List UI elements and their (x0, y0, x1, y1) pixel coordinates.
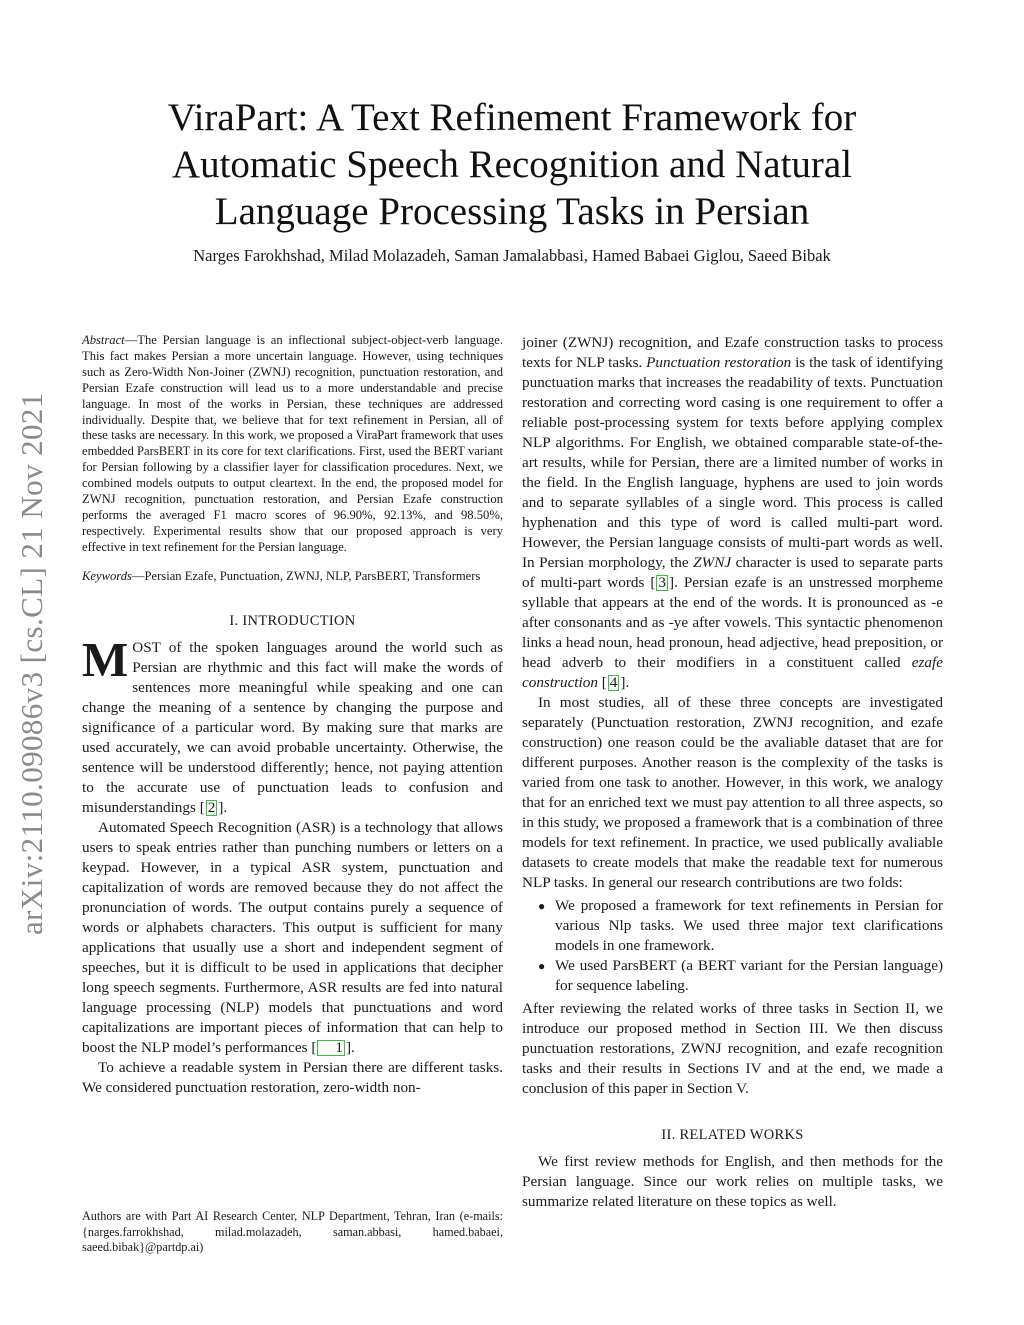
keywords-label: Keywords (82, 568, 132, 583)
contribution-list (522, 896, 943, 996)
right-paragraph-2: In most studies, all of these three concepts are investigated separately (Punctuation restoration, ZWNJ recognition, and ezafe construction) one reason could be the avaliable dataset that are for different purposes. Another reason is the complexity of the tasks is varied from one task to another. However, in this work, we analogy that for an enriched text we must pay attention to all three aspects, so in this study, we proposed a framework that is a combination of three models for text refinement. In practice, we used publically avaliable datasets to create models that make the readable text for numerous NLP tasks. In general our research contributions are two folds: (522, 694, 943, 891)
right-column (522, 333, 943, 1212)
intro-paragraph-3: To achieve a readable system in Persian there are different tasks. We considered punctuation restoration, zero-width non- (82, 1058, 503, 1096)
author-footnote: Authors are with Part AI Research Center, NLP Department, Tehran, Iran (e-mails:{narges.farrokhshad, milad.molazadeh, saman.abbasi, hamed.babaei, saeed.bibak}@partdp.ai) (82, 1209, 503, 1254)
abstract-label: Abstract (82, 333, 125, 347)
drop-cap: M (82, 631, 129, 687)
keywords (82, 569, 503, 585)
left-column (82, 333, 503, 1098)
intro-paragraph-2: Automated Speech Recognition (ASR) is a technology that allows users to speak entries rather than punching numbers or letters on a keypad. However, in a typical ASR system, punctuation and capitalization of words are removed because they do not affect the pronunciation of words. The output contains purely a sequence of words or alphabets characters. This output is sufficient for many applications that usually use a short and independent segment of speeches, but it is difficult to be used in applications that decipher long speech segments. Furthermore, ASR results are fed into natural language processing (NLP) models that punctuations and word capitalizations are important pieces of information that can help to boost the NLP model’s performances [ 1 ]. (82, 818, 503, 1056)
citation-link[interactable]: 2 (207, 798, 216, 816)
list-item: ● We used ParsBERT (a BERT variant for the Persian language) for sequence labeling. (538, 957, 943, 994)
right-paragraph-4: We first review methods for English, and then methods for the Persian language. Since our work relies on multiple tasks, we summarize related literature on these topics as well. (522, 1153, 943, 1210)
citation-link[interactable]: 3 (658, 574, 667, 591)
section-heading-introduction: I. INTRODUCTION (229, 612, 356, 629)
bullet-icon: ● (538, 959, 546, 973)
keywords-text: —Persian Ezafe, Punctuation, ZWNJ, NLP, ParsBERT, Transformers (131, 568, 481, 583)
arxiv-identifier[interactable]: arXiv:2110.09086v3 [cs.CL] 21 Nov 2021 (14, 392, 49, 935)
paper-title: ViraPart: A Text Refinement Framework for Automatic Speech Recognition and Natural Language Processing Tasks in Persian (167, 96, 857, 233)
abstract-text: —The Persian language is an inflectional subject-object-verb language. This fact makes Persian a more uncertain language. However, using techniques such as Zero-Width Non-Joiner (ZWNJ) recognition, punctuation restoration, and Persian Ezafe construction will lead us to a more understandable and precise language. In most of the works in Persian, these techniques are addressed individually. Despite that, we believe that for text refinement in Persian, all of these tasks are necessary. In this work, we proposed a ViraPart framework that uses embedded ParsBERT in its core for text clarifications. First, used the BERT variant for Persian following by a classifier layer for classification procedures. Next, we combined models outputs to output cleartext. In the end, the proposed model for ZWNJ recognition, punctuation restoration, and Persian Ezafe construction performs the averaged F1 macro scores of 96.90%, 92.13%, and 98.50%, respectively. Experimental results show that our proposed approach is very effective in text refinement for the Persian language. (82, 333, 503, 554)
citation-link[interactable]: 1 (317, 1040, 345, 1056)
section-heading-related-works: II. RELATED WORKS (661, 1127, 804, 1143)
list-item: ● We proposed a framework for text refinements in Persian for various Nlp tasks. We used three major text clarifications models in one framework. (538, 897, 943, 954)
intro-paragraph-1: MOST of the spoken languages around the world such as Persian are rhythmic and this fact will make the words of sentences more meaningful while speaking and one can change the meaning of a sentence by changing the purpose and significance of a particular word. By making sure that marks are used accurately, we can avoid probable uncertainty. Otherwise, the sentence will be understood differently; hence, not paying attention to the accurate use of punctuation leads to confusion and misunderstandings [ 2 ]. (82, 631, 503, 816)
right-paragraph-3: After reviewing the related works of three tasks in Section II, we introduce our proposed method in Section III. We then discuss punctuation restorations, ZWNJ recognition, and ezafe recognition tasks and their results in Sections IV and at the end, we made a conclusion of this paper in Section V. (522, 1000, 943, 1097)
right-paragraph-1: joiner (ZWNJ) recognition, and Ezafe construction tasks to process texts for NLP tasks. Punctuation restoration is the task of identifying punctuation marks that increases the readability of texts. Punctuation restoration and correcting word casing is one requirement to offer a reliable post-processing system for texts before applying complex NLP algorithms. For English, we obtained comparable state-of-the-art results, while for Persian, there are a limited number of works in the field. In the English language, hyphens are used to join words and to separate syllables of a single word. This process is called hyphenation and this type of word is called multi-part word. However, the Persian language consists of multi-part words as well. In Persian morphology, the ZWNJ character is used to separate parts of multi-part words [ 3 ]. Persian ezafe is an unstressed morpheme syllable that appears at the end of the words. It is pronounced as -e after consonants and as -ye after vowels. This syntactic phenomenon links a head noun, head pronoun, head adjective, head preposition, or head adverb to their modifiers in a constituent called ezafe construction [ 4 ]. (522, 334, 943, 691)
bullet-icon: ● (538, 899, 546, 913)
citation-link[interactable]: 4 (609, 674, 618, 691)
abstract (82, 333, 503, 556)
author-list: Narges Farokhshad, Milad Molazadeh, Saman Jamalabbasi, Hamed Babaei Giglou, Saeed Bibak (193, 246, 831, 265)
